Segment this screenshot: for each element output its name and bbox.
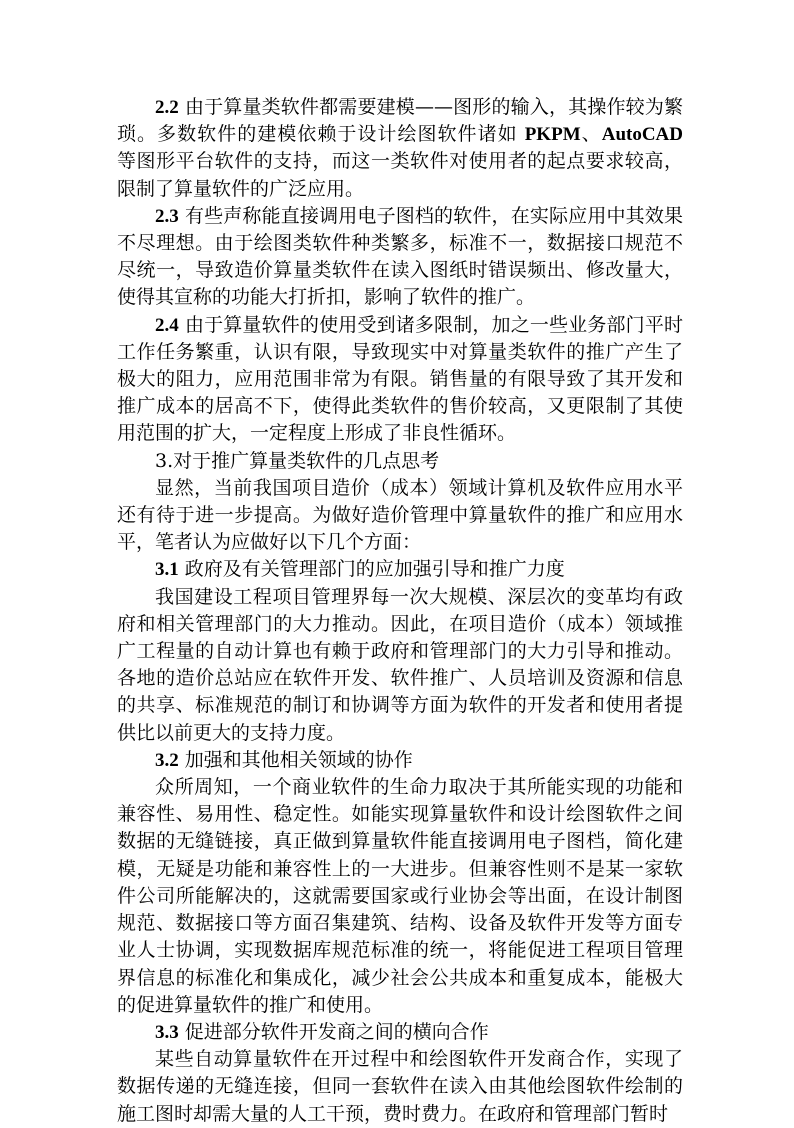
paragraph-2-2-sep: 、 (580, 123, 602, 146)
section-number-2-4: 2.4 (155, 314, 179, 336)
paragraph-2-2 (117, 94, 683, 203)
section-heading-3-1-text: 政府及有关管理部门的应加强引导和推广力度 (178, 558, 565, 581)
section-heading-3-2 (117, 747, 683, 774)
section-number-3-1: 3.1 (155, 559, 179, 581)
section-number-3-3: 3.3 (155, 1021, 179, 1043)
paragraph-2-3-text: 有些声称能直接调用电子图档的软件，在实际应用中其效果不尽理想。由于绘图类软件种类繁多，标准不一，数据接口规范不尽统一，导致造价算量类软件在读入图纸时错误频出、修改量大，使得其宣称的功能大打折扣，影响了软件的推广。 (117, 204, 683, 309)
section-number-2-2: 2.2 (155, 97, 179, 118)
section-number-2-3: 2.3 (155, 205, 179, 227)
paragraph-2-3 (117, 203, 683, 312)
paragraph-3-intro: 显然，当前我国项目造价（成本）领域计算机及软件应用水平还有待于进一步提高。为做好造价管理中算量软件的推广和应用水平，笔者认为应做好以下几个方面： (117, 476, 683, 554)
paragraph-2-2-text-a: 由于算量类软件都需要建模——图形的输入，其操作较为繁琐。多数软件的建模依赖于设计绘图软件诸如 (117, 96, 683, 146)
section-heading-3: 3.对于推广算量类软件的几点思考 (155, 449, 440, 472)
paragraph-3-2: 众所周知，一个商业软件的生命力取决于其所能实现的功能和兼容性、易用性、稳定性。如能实现算量软件和设计绘图软件之间数据的无缝链接，真正做到算量软件能直接调用电子图档，简化建模，无疑是功能和兼容性上的一大进步。但兼容性则不是某一家软件公司所能解决的，这就需要国家或行业协会等出面，在设计制图规范、数据接口等方面召集建筑、结构、设备及软件开发等方面专业人士协调，实现数据库规范标准的统一，将能促进工程项目管理界信息的标准化和集成化，减少社会公共成本和重复成本，能极大的促进算量软件的推广和使用。 (117, 776, 683, 1016)
section-number-3-2: 3.2 (155, 749, 179, 771)
section-heading-3-3 (117, 1019, 683, 1046)
paragraph-2-4 (117, 312, 683, 448)
paragraph-2-2-text-b: 等图形平台软件的支持，而这一类软件对使用者的起点要求较高，限制了算量软件的广泛应用。 (117, 150, 683, 200)
section-heading-3-2-text: 加强和其他相关领域的协作 (178, 748, 413, 771)
pkpm-term: PKPM (524, 124, 581, 146)
section-heading-3-3-text: 促进部分软件开发商之间的横向合作 (178, 1020, 489, 1043)
document-page (117, 94, 683, 1128)
section-heading-3-1 (117, 556, 683, 583)
paragraph-3-1: 我国建设工程项目管理界每一次大规模、深层次的变革均有政府和相关管理部门的大力推动。因此，在项目造价（成本）领域推广工程量的自动计算也有赖于政府和管理部门的大力引导和推动。各地的造价总站应在软件开发、软件推广、人员培训及资源和信息的共享、标准规范的制订和协调等方面为软件的开发者和使用者提供比以前更大的支持力度。 (117, 585, 683, 744)
paragraph-2-4-text: 由于算量软件的使用受到诸多限制，加之一些业务部门平时工作任务繁重，认识有限，导致现实中对算量类软件的推广产生了极大的阻力，应用范围非常为有限。销售量的有限导致了其开发和推广成本的居高不下，使得此类软件的售价较高，又更限制了其使用范围的扩大，一定程度上形成了非良性循环。 (117, 313, 683, 445)
autocad-term: AutoCAD (601, 124, 683, 146)
paragraph-3-3: 某些自动算量软件在开过程中和绘图软件开发商合作，实现了数据传递的无缝连接，但同一套软件在读入由其他绘图软件绘制的施工图时却需大量的人工干预，费时费力。在政府和管理部门暂时 (117, 1048, 683, 1125)
